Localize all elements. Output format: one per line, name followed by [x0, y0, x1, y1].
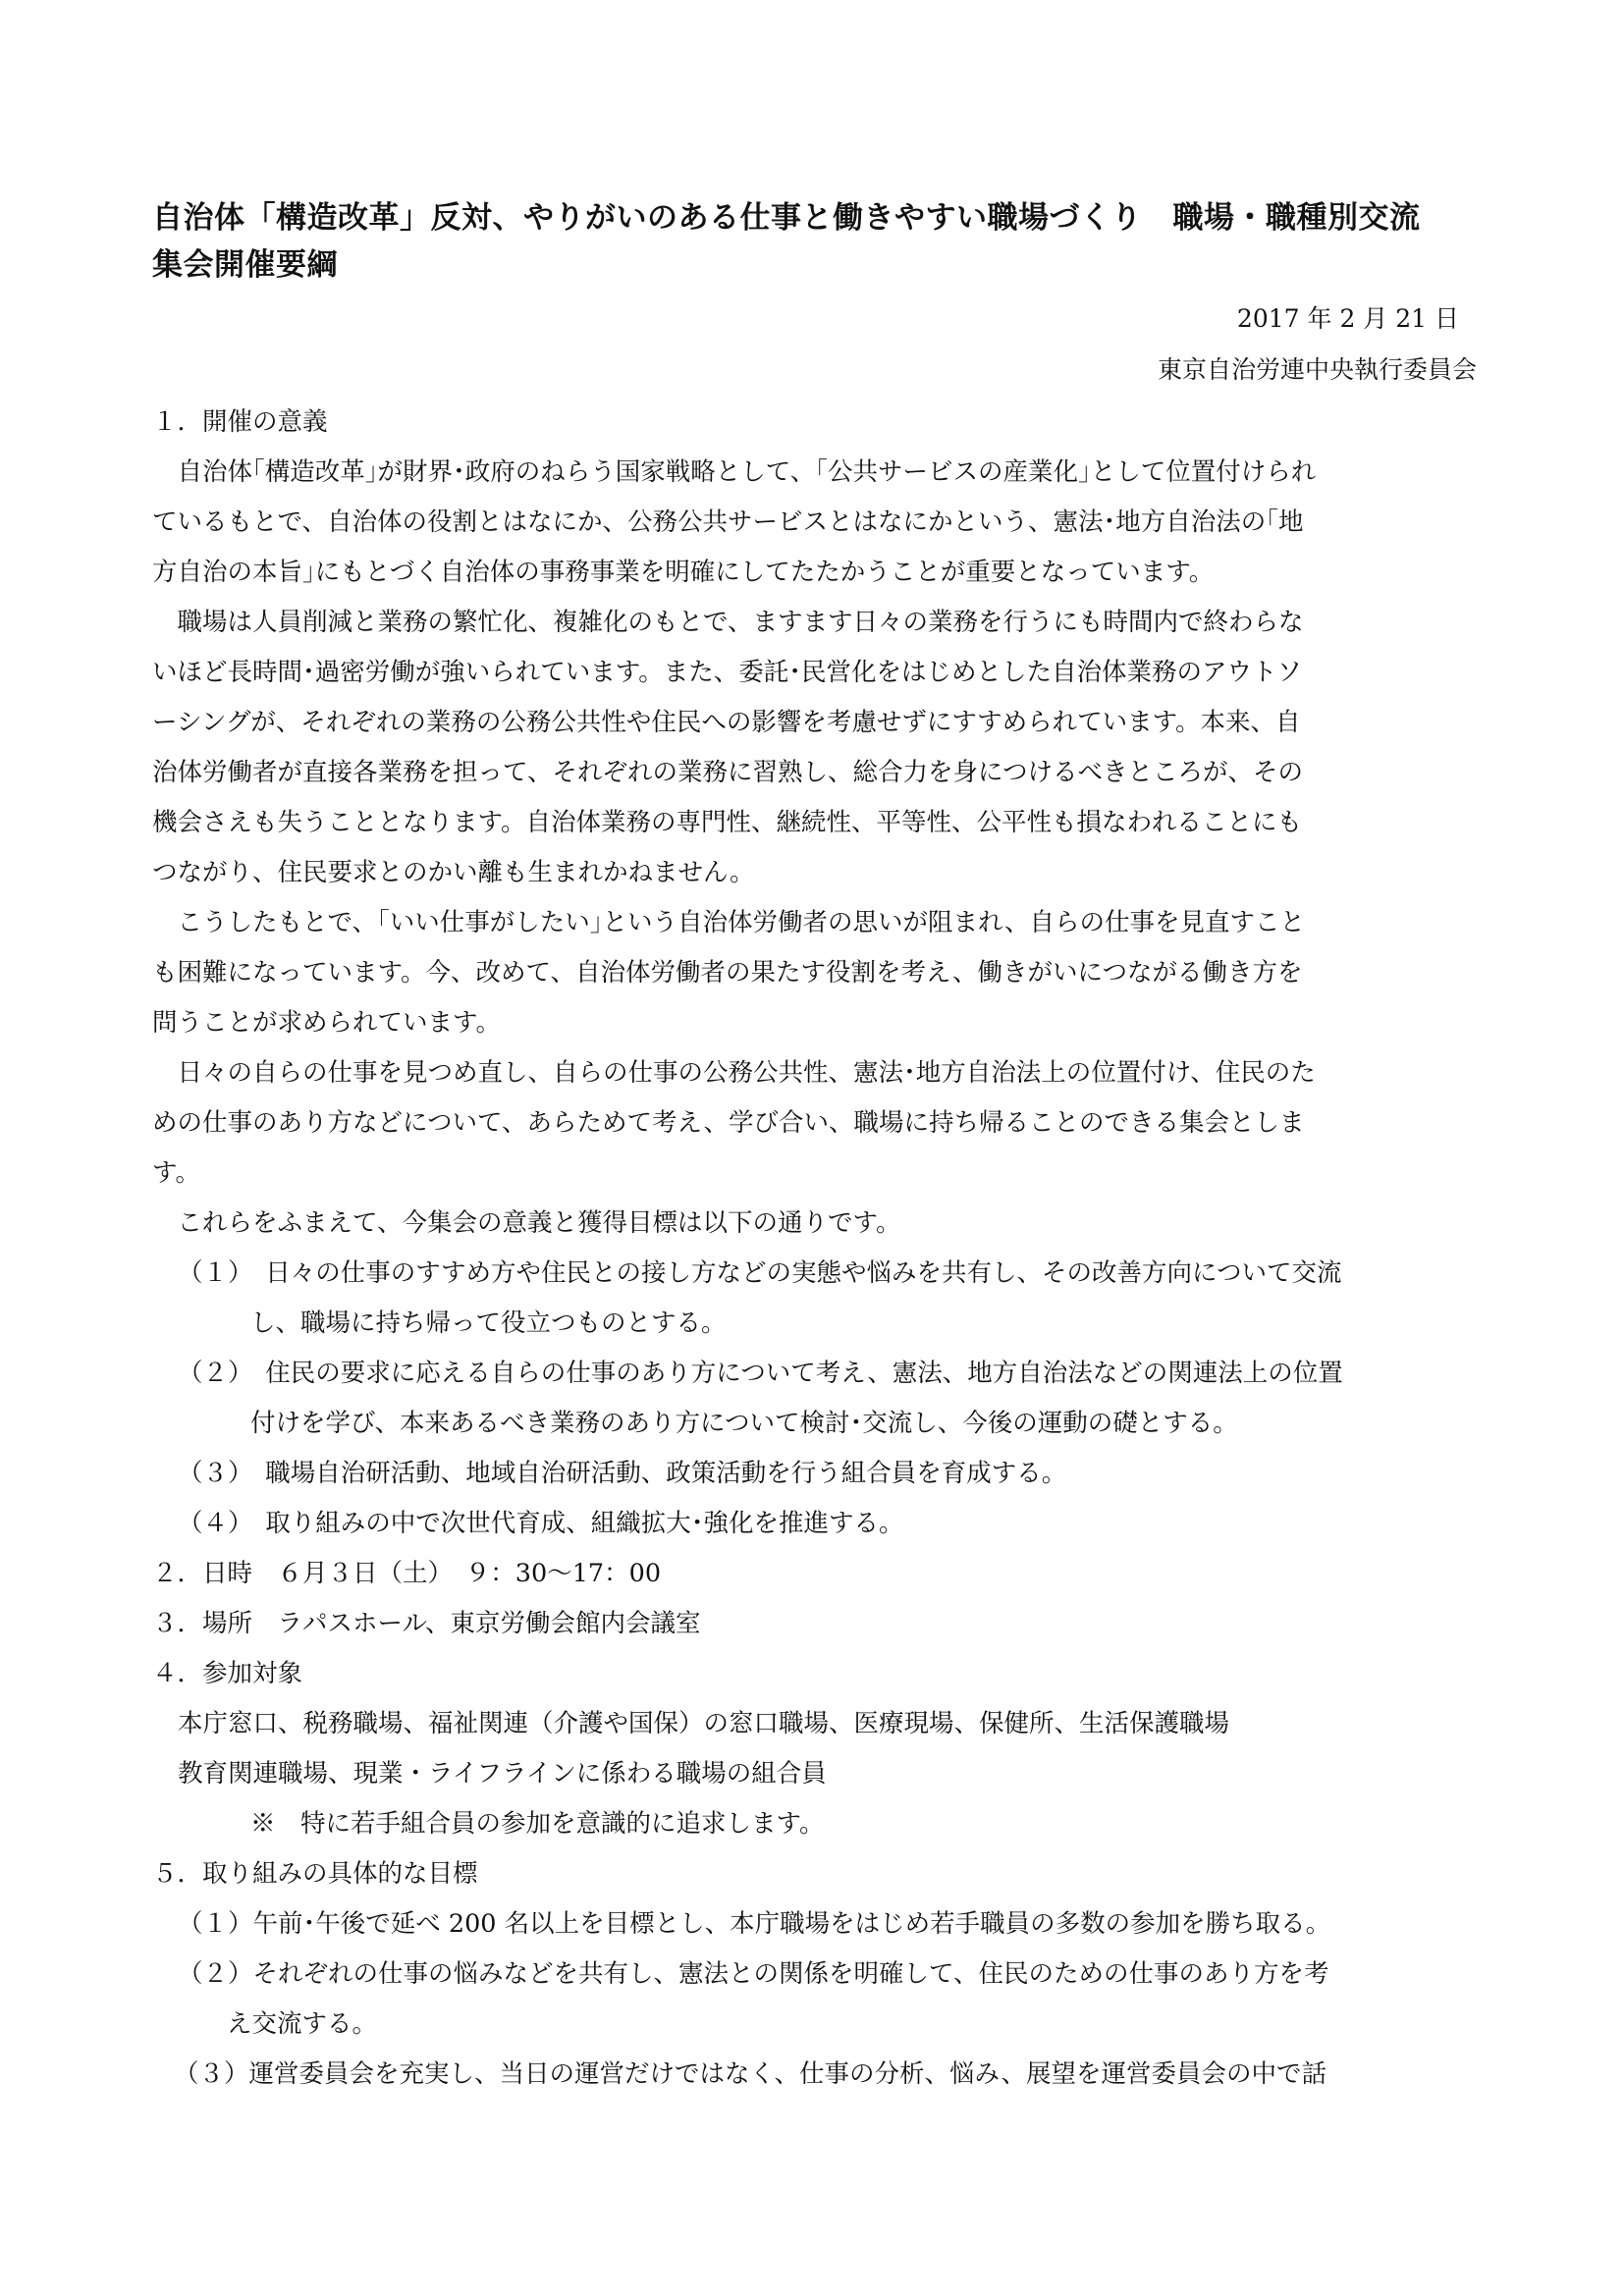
paragraph-1-line: ているもとで、自治体の役割とはなにか、公務公共サービスとはなにかという、憲法･地方自治法の｢地 [152, 507, 1304, 537]
target-1: （１）午前･午後で延べ 200 名以上を目標とし、本庁職場をはじめ若手職員の多数の参加を勝ち取る。 [178, 1909, 1331, 1939]
paragraph-4-line: 日々の自らの仕事を見つめ直し、自らの仕事の公務公共性、憲法･地方自治法上の位置付け、住民のた [152, 1058, 1316, 1088]
document-date: 2017 年 2 月 21 日 [1236, 304, 1459, 333]
paragraph-4-line: めの仕事のあり方などについて、あらためて考え、学び合い、職場に持ち帰ることのできる集会としま [152, 1108, 1305, 1138]
paragraph-2-line: つながり、住民要求とのかい離も生まれかねません。 [152, 858, 755, 887]
paragraph-5: これらをふまえて、今集会の意義と獲得目標は以下の通りです。 [152, 1208, 901, 1238]
section-4-line-2: 教育関連職場、現業・ライフラインに係わる職場の組合員 [178, 1759, 827, 1789]
paragraph-2-line: 治体労働者が直接各業務を担って、それぞれの業務に習熟し、総合力を身につけるべきところが、その [152, 758, 1303, 787]
section-1-heading: １．開催の意義 [152, 407, 328, 437]
target-3: （３）運営委員会を充実し、当日の運営だけではなく、仕事の分析、悩み、展望を運営委員会の中で話 [174, 2059, 1327, 2089]
paragraph-2-line: 機会さえも失うこととなります。自治体業務の専門性、継続性、平等性、公平性も損なわれることにも [152, 808, 1302, 837]
section-3-venue: ３．場所 ラパスホール、東京労働会館内会議室 [152, 1609, 701, 1638]
issuing-organization: 東京自治労連中央執行委員会 [1157, 355, 1477, 384]
document-body [152, 398, 1488, 2100]
paragraph-3-line: 問うことが求められています。 [152, 1008, 501, 1038]
paragraph-1-line: 方自治の本旨｣にもとづく自治体の事務事業を明確にしてたたかうことが重要となっています。 [152, 558, 1215, 587]
document-title [152, 194, 1507, 289]
target-2-line-2: え交流する。 [227, 2009, 378, 2039]
section-4-line-1: 本庁窓口、税務職場、福祉関連（介護や国保）の窓口職場、医療現場、保健所、生活保護職場 [178, 1709, 1230, 1738]
paragraph-2-line: 職場は人員削減と業務の繁忙化、複雑化のもとで、ますます日々の業務を行うにも時間内で終わらな [152, 608, 1304, 637]
goal-1-line-2: し、職場に持ち帰って役立つものとする。 [250, 1308, 727, 1338]
title-line-2: 集会開催要綱 [152, 247, 338, 283]
paragraph-3-line: も困難になっています。今、改めて、自治体労働者の果たす役割を考え、働きがいにつながる働き方を [152, 958, 1303, 988]
section-2-datetime: ２．日時 ６月３日（土） ９：30～17：00 [152, 1559, 662, 1588]
goal-3: （３） 職場自治研活動、地域自治研活動、政策活動を行う組合員を育成する。 [178, 1459, 1067, 1488]
paragraph-1-line: 自治体｢構造改革｣が財界･政府のねらう国家戦略として、｢公共サービスの産業化｣として位置付けられ [152, 457, 1317, 487]
paragraph-2-line: ーシングが、それぞれの業務の公務公共性や住民への影響を考慮せずにすすめられています。本来、自 [152, 708, 1301, 737]
section-5-heading: ５．取り組みの具体的な目標 [152, 1859, 478, 1889]
goal-2-line-1: （２） 住民の要求に応える自らの仕事のあり方について考え、憲法、地方自治法などの関連法上の位置 [178, 1359, 1343, 1388]
paragraph-4-line: す。 [152, 1158, 200, 1188]
title-line-1: 自治体「構造改革」反対、やりがいのある仕事と働きやすい職場づくり 職場・職種別交流 [152, 200, 1421, 236]
paragraph-2-line: いほど長時間･過密労働が強いられています。また、委託･民営化をはじめとした自治体業務のアウトソ [152, 658, 1302, 687]
goal-1-line-1: （１） 日々の仕事のすすめ方や住民との接し方などの実態や悩みを共有し、その改善方向について交流 [178, 1258, 1342, 1288]
goal-4: （４） 取り組みの中で次世代育成、組織拡大･強化を推進する。 [178, 1509, 904, 1538]
target-2-line-1: （２）それぞれの仕事の悩みなどを共有し、憲法との関係を明確して、住民のための仕事のあり方を考 [178, 1959, 1329, 1989]
paragraph-3-line: こうしたもとで、｢いい仕事がしたい｣という自治体労働者の思いが阻まれ、自らの仕事を見直すこと [152, 908, 1306, 937]
section-4-heading: ４．参加対象 [152, 1659, 303, 1688]
goal-2-line-2: 付けを学び、本来あるべき業務のあり方について検討･交流し、今後の運動の礎とする。 [250, 1409, 1238, 1438]
section-4-note: ※ 特に若手組合員の参加を意識的に追求します。 [250, 1809, 825, 1839]
